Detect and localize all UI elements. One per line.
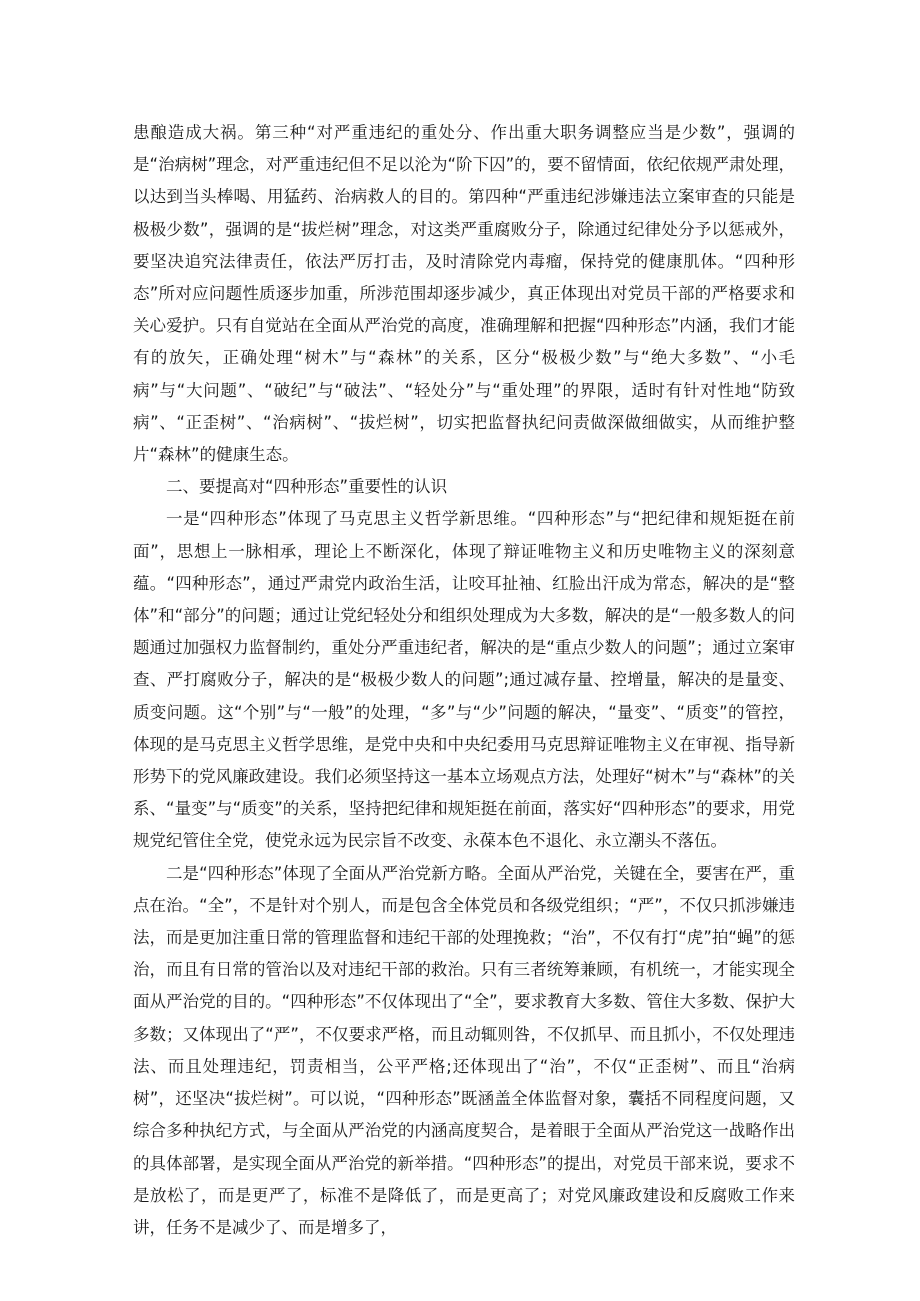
paragraph-continuation: 患酿造成大祸。第三种“对严重违纪的重处分、作出重大职务调整应当是少数”，强调的是“治病树”理念，对严重违纪但不足以沦为“阶下囚”的，要不留情面，依纪依规严肃处理，以达到当头棒喝、用猛药、治病救人的目的。第四种“严重违纪涉嫌违法立案审查的只能是极极少数”，强调的是“拔烂树”理念，对这类严重腐败分子，除通过纪律处分予以惩戒外，要坚决追究法律责任，依法严厉打击，及时清除党内毒瘤，保持党的健康肌体。“四种形态”所对应问题性质逐步加重，所涉范围却逐步减少，真正体现出对党员干部的严格要求和关心爱护。只有自觉站在全面从严治党的高度，准确理解和把握“四种形态”内涵，我们才能有的放矢，正确处理“树木”与“森林”的关系，区分“极极少数”与“绝大多数”、“小毛病”与“大问题”、“破纪”与“破法”、“轻处分”与“重处理”的界限，适时有针对性地“防致病”、“正歪树”、“治病树”、“拔烂树”，切实把监督执纪问责做深做细做实，从而维护整片“森林”的健康生态。 bbox=[133, 123, 795, 465]
section-heading: 二、要提高对“四种形态”重要性的认识 bbox=[166, 477, 448, 497]
document-body bbox=[133, 117, 795, 1244]
paragraph-point-two: 二是“四种形态”体现了全面从严治党新方略。全面从严治党，关键在全，要害在严，重点在治。“全”，不是针对个别人，而是包含全体党员和各级党组织；“严”，不仅只抓涉嫌违法，而是更加注重日常的管理监督和违纪干部的处理挽救；“治”，不仅有打“虎”拍“蝇”的惩治，而且有日常的管治以及对违纪干部的救治。只有三者统筹兼顾，有机统一，才能实现全面从严治党的目的。“四种形态”不仅体现出了“全”，要求教育大多数、管住大多数、保护大多数；又体现出了“严”，不仅要求严格，而且动辄则咎，不仅抓早、而且抓小，不仅处理违法、而且处理违纪，罚责相当，公平严格;还体现出了“治”，不仅“正歪树”、而且“治病树”，还坚决“拔烂树”。可以说，“四种形态”既涵盖全体监督对象，囊括不同程度问题，又综合多种执纪方式，与全面从严治党的内涵高度契合，是着眼于全面从严治党这一战略作出的具体部署，是实现全面从严治党的新举措。“四种形态”的提出，对党员干部来说，要求不是放松了，而是更严了，标准不是降低了，而是更高了；对党风廉政建设和反腐败工作来讲，任务不是减少了、而是增多了， bbox=[133, 863, 795, 1237]
paragraph-point-one: 一是“四种形态”体现了马克思主义哲学新思维。“四种形态”与“把纪律和规矩挺在前面”，思想上一脉相承，理论上不断深化，体现了辩证唯物主义和历史唯物主义的深刻意蕴。“四种形态”，通过严肃党内政治生活，让咬耳扯袖、红脸出汗成为常态，解决的是“整体”和“部分”的问题；通过让党纪轻处分和组织处理成为大多数，解决的是“一般多数人的问题通过加强权力监督制约，重处分严重违纪者，解决的是“重点少数人的问题”；通过立案审查、严打腐败分子，解决的是“极极少数人的问题”;通过减存量、控增量，解决的是量变、质变问题。这“个别”与“一般”的处理，“多”与“少”问题的解决，“量变”、“质变”的管控，体现的是马克思主义哲学思维，是党中央和中央纪委用马克思辩证唯物主义在审视、指导新形势下的党风廉政建设。我们必须坚持这一基本立场观点方法，处理好“树木”与“森林”的关系、“量变”与“质变”的关系，坚持把纪律和规矩挺在前面，落实好“四种形态”的要求，用党规党纪管住全党，使党永远为民宗旨不改变、永葆本色不退化、永立潮头不落伍。 bbox=[133, 509, 795, 851]
